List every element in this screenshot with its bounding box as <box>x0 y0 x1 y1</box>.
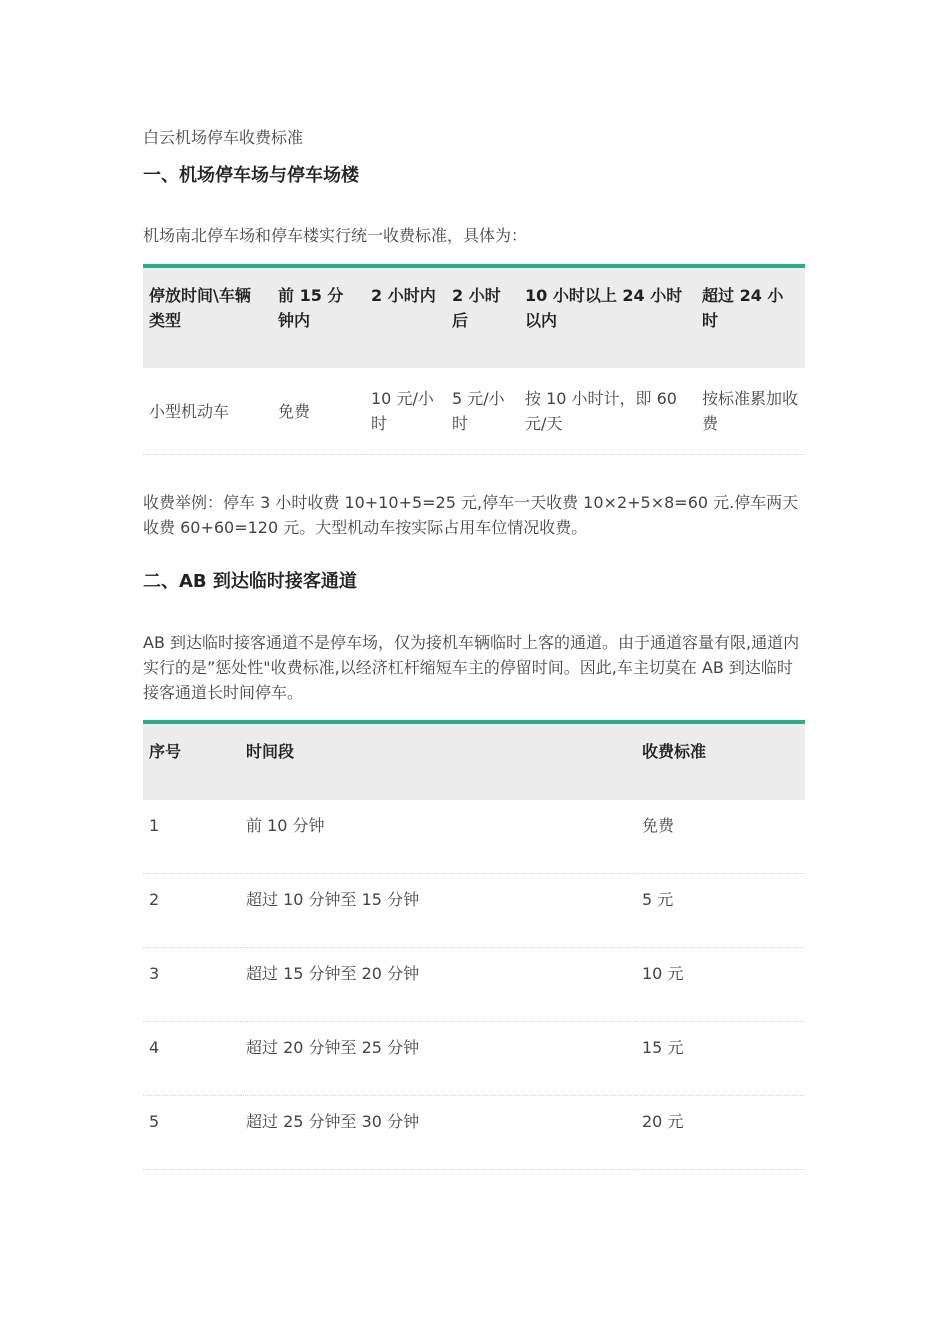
table-row <box>143 1096 805 1170</box>
section2-intro: AB 到达临时接客通道不是停车场，仅为接机车辆临时上客的通道。由于通道容量有限,通道内实行的是”惩处性"收费标准,以经济杠杆缩短车主的停留时间。因此,车主切莫在 AB 到达临时接客通道长时间停车。 <box>143 633 800 702</box>
table-header-row <box>143 266 805 368</box>
table-cell: 超过 15 分钟至 20 分钟 <box>240 948 636 1022</box>
table-header-cell: 序号 <box>143 722 240 800</box>
section1-intro: 机场南北停车场和停车楼实行统一收费标准，具体为： <box>143 226 528 245</box>
table-cell: 1 <box>143 800 240 874</box>
table-header-row <box>143 722 805 800</box>
table-cell: 10 元 <box>636 948 805 1022</box>
document-title: 白云机场停车收费标准 <box>143 128 304 147</box>
table-cell: 2 <box>143 874 240 948</box>
table-cell: 超过 20 分钟至 25 分钟 <box>240 1022 636 1096</box>
table-cell: 5 元/小时 <box>446 368 519 455</box>
table-cell: 按 10 小时计，即 60 元/天 <box>519 368 696 455</box>
table-row <box>143 948 805 1022</box>
table-cell: 免费 <box>272 368 365 455</box>
parking-fee-table <box>143 264 805 455</box>
table-header-cell: 时间段 <box>240 722 636 800</box>
table-cell: 5 <box>143 1096 240 1170</box>
table-header-cell: 2 小时内 <box>365 266 446 368</box>
table-header-cell: 停放时间\车辆类型 <box>143 266 272 368</box>
table-cell: 15 元 <box>636 1022 805 1096</box>
pickup-lane-fee-table <box>143 720 805 1170</box>
table-header-cell: 前 15 分钟内 <box>272 266 365 368</box>
table-cell: 20 元 <box>636 1096 805 1170</box>
table-cell: 4 <box>143 1022 240 1096</box>
table-header-cell: 2 小时后 <box>446 266 519 368</box>
table-header-cell: 超过 24 小时 <box>696 266 805 368</box>
table-header-cell: 10 小时以上 24 小时以内 <box>519 266 696 368</box>
table-row <box>143 1022 805 1096</box>
table-cell: 按标准累加收费 <box>696 368 805 455</box>
table-cell: 超过 25 分钟至 30 分钟 <box>240 1096 636 1170</box>
table-cell: 前 10 分钟 <box>240 800 636 874</box>
section2-heading: 二、AB 到达临时接客通道 <box>143 571 357 592</box>
table-cell: 5 元 <box>636 874 805 948</box>
table-cell: 10 元/小时 <box>365 368 446 455</box>
table-cell: 小型机动车 <box>143 368 272 455</box>
table-row <box>143 874 805 948</box>
section1-example: 收费举例：停车 3 小时收费 10+10+5=25 元,停车一天收费 10×2+5×8=60 元.停车两天收费 60+60=120 元。大型机动车按实际占用车位情况收费。 <box>143 493 799 537</box>
section1-heading: 一、机场停车场与停车场楼 <box>143 165 359 186</box>
table-row <box>143 800 805 874</box>
table-cell: 免费 <box>636 800 805 874</box>
table-cell: 3 <box>143 948 240 1022</box>
table-cell: 超过 10 分钟至 15 分钟 <box>240 874 636 948</box>
table-row <box>143 368 805 455</box>
table-header-cell: 收费标准 <box>636 722 805 800</box>
